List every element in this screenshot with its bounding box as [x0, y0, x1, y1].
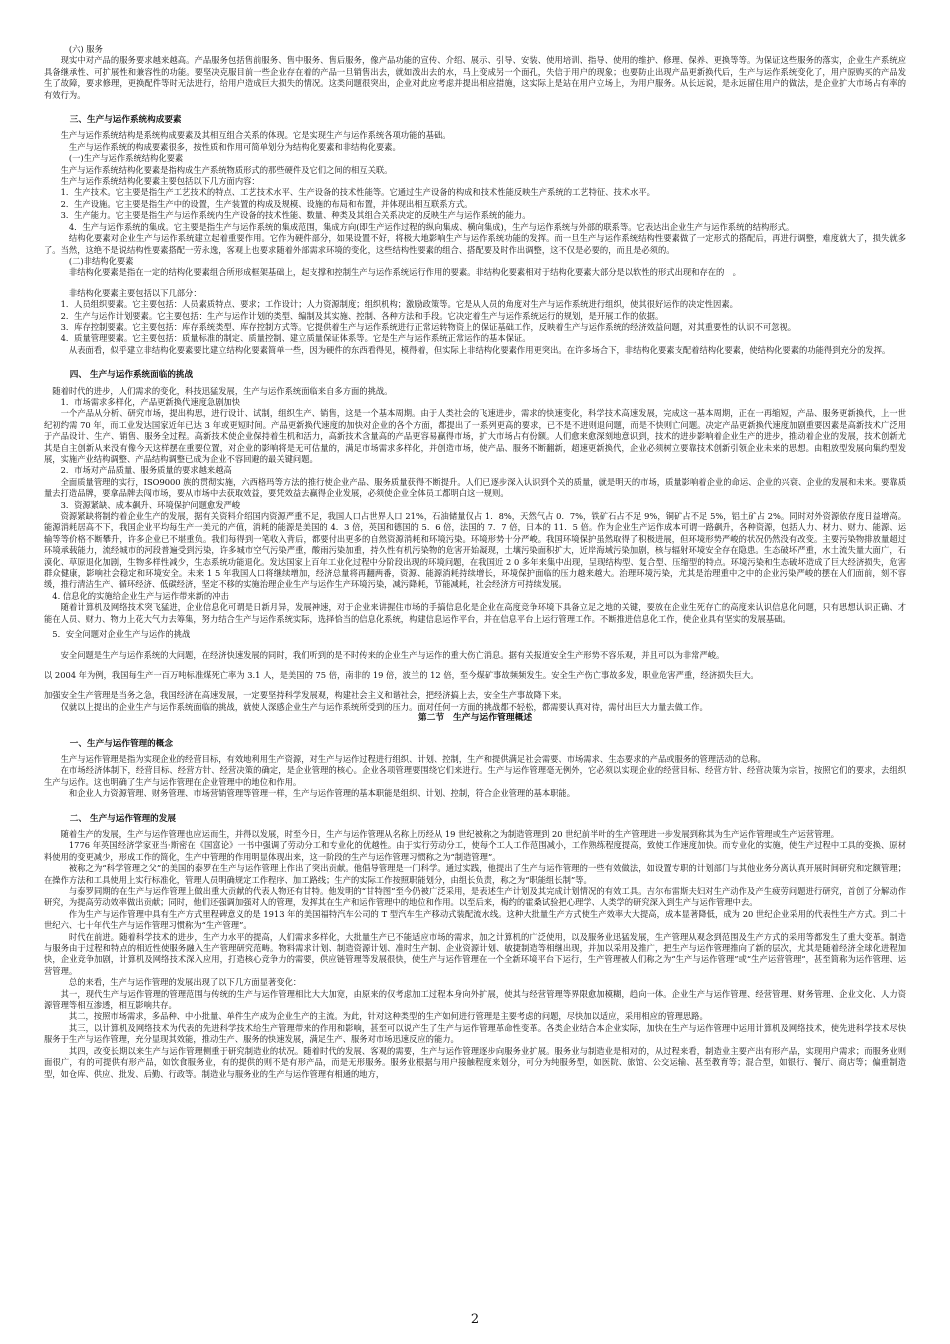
paragraph: 1．市场需求多样化，产品更新换代速度急剧加快	[60, 396, 241, 407]
paragraph: 随着生产的发展，生产与运作管理也应运而生，并得以发展，时至今日，生产与运作管理从名称上历经从 19 世纪被称之为制造管理到 20 世纪前半叶的生产管理进一步发展到称其为生产运作管理或生产运营管理。	[60, 828, 839, 839]
paragraph: 全面质量管理的实行，ISO9000 族的贯彻实施，六西格玛等方法的推行使企业产品、服务质量获得不断提升。人们已逐步深入认识到个关的质量，就是明天的市场，质量影响着企业的命运、企业的兴衰、企业的发展和未来。要靠质量去打造品牌，要拿品牌去闯市场，要从市场中去获取效益，要凭效益去赢得企业发展，必须使企业全体员工都明白这一规则。	[44, 476, 906, 499]
paragraph: 非结构化要素是指在一定的结构化要素组合所形成框架基础上，起支撑和控制生产与运作系统运行作用的要素。非结构化要素相对于结构化要素大部分是以软性的形式出现和存在的 。	[68, 267, 741, 278]
section-heading: 一、生产与运作管理的概念	[69, 738, 173, 749]
paragraph: 4．生产与运作系统的集成。它主要是指生产与运作系统的集成范围，集成方向(即生产运作过程的纵向集成、横向集成)，生产与运作系统与外部的联系等。它表达出企业生产与运作系统的结构形式。	[68, 221, 795, 232]
paragraph: 资源紧缺将制约着企业生产的发展，据有关资料介绍国内资源严重不足，我国人口占世界人口 21%，石油储量仅占 1．8%，天然气占 0．7%，铁矿石占不足 9%，铜矿占不足 5%，铝土矿占 2%。同时对外资源依存度日益增高。能源消耗居高不下，我国企业平均每生产一美元的产值，消耗的能源是美国的 4．3 倍，英国和德国的 5．6 倍，法国的 7．7 倍，日本的 11．5 倍。作为企业生产运作成本可谓一路飙升，各种资源，包括人力、材力、财力、能源、运输等等价格不断攀升，许多企业已不堪重负。我们每得到一笔收入背后，都要付出更多的自然资源消耗和环境污染。环境形势十分严峻。我国环境保护虽然取得了积极进展，但环境形势严峻的状况仍然没有改变。主要污染物排放量超过环境承载能力，流经城市的河段普遍受到污染，许多城市空气污染严重，酸雨污染加重，持久性有机污染物的危害开始凝现，土壤污染面积扩大，近岸海域污染加剧，核与辐射环境安全存在隐患。生态破坏严重，水土流失量大面广，石漠化、草原退化加剧，生物多样性减少，生态系统功能退化。发达国家上百年工业化过程中分阶段出现的环境问题，在我国近 2 0 多年来集中出现，呈现结构型、复合型、压缩型的特点。环境污染和生态破坏造成了巨大经济损失，危害群众健康，影响社会稳定和环境安全。未来 1 5 年我国人口将继续增加，经济总量将再翻两番，资源、能源消耗持续增长，环境保护面临的压力越来越大。治理环境污染，尤其是治理重中之中的企业污染严峻的摆在人们面前，刻不容缓，推行清洁生产、循环经济、低碳经济，坚定不移的实施治理企业生产与运作生产环境污染，减污降耗，节能减耗，社会经济方可持续发展。	[44, 511, 906, 590]
paragraph: 生产与运作系统结构是系统构成要素及其相互组合关系的体现。它是实现生产与运作系统各项功能的基础。	[60, 130, 451, 141]
paragraph: 其二，按照市场需求，多品种、中小批量、单件生产成为企业生产的主流。为此，针对这种类型的生产如何进行管理是主要考虑的问题，尽快加以适应，采用相应的管理思路。	[68, 1011, 708, 1022]
paragraph: 和企业人力资源管理、财务管理、市场营销管理等管理一样，生产与运作管理的基本职能是组织、计划、控制，符合企业管理的基本职能。	[68, 788, 576, 799]
paragraph: 2．生产设施。它主要是指生产中的设置，生产装置的构成及规模、设施的布局和布置，并体现出相互联系方式。	[60, 198, 473, 209]
paragraph: 现实中对产品的服务要求越来越高。产品服务包括售前服务、售中服务、售后服务，像产品功能的宣传、介绍、展示、引导、安装、使用培训、指导、使用的维护、修理、保养、更换等等。为保证这些服务的落实，企业生产系统应具备继承性、可扩展性和兼容性的功能。要坚决克服目前一些企业存在着的产品一旦销售出去，就如泼出去的水，马上变成另一个面孔，失信于用户的现象；也要防止出现产品更新换代后，生产与运作系统变化了，用户原购买的产品发生了故障，要求修理，更换配件等时无法进行，给用户造成巨大损失的情况。这类问题很突出，企业对此应考虑并提出相应措施，这实际上是站在用户立场上，为用户服务。从长远说，是永远留住用户的做法，是企业扩大市场占有率的有效行为。	[44, 55, 906, 100]
paragraph: (二)非结构化要素	[68, 255, 134, 266]
section-heading: 二、 生产与运作管理的发展	[69, 813, 176, 824]
section-heading: 四、 生产与运作系统面临的挑战	[69, 370, 194, 381]
section-heading: 三、生产与运作系统构成要素	[69, 115, 182, 126]
paragraph: 作为生产与运作管理中具有生产方式里程碑意义的是 1913 年的美国福特汽车公司的 T 型汽车生产移动式装配流水线。这种大批量生产方式使生产效率大大提高，成本显著降低，成为 20 世纪企业采用的代表性生产方式。到二十世纪六、七十年代生产与运作管理习惯称为“生产管理”。	[44, 908, 906, 931]
paragraph: 4. 信息化的实施给企业生产与运作带来新的冲击	[52, 590, 229, 601]
paragraph: 结构化要素对企业生产与运作系统建立起着重要作用。它作为硬件部分，如果设置不好，将极大地影响生产与运作系统功能的发挥。而一旦生产与运作系统结构性要素做了一定形式的搭配后，再进行调整，难度就大了，损失就多了。当然，这绝不是说结构性要素搭配一劳永逸，客观上也要求随着外部需求环境的变化，这些结构性要素的组合、搭配要及时作出调整，这不仅是必要的，而且是必须的。	[44, 233, 906, 255]
paragraph: 加强安全生产管理是当务之急，我国经济在高速发展，一定要坚持科学发展观，构建社会主义和谐社会，把经济搞上去，安全生产事故降下来。	[44, 690, 567, 701]
paragraph: 生产与运作管理是指为实现企业的经营目标，有效地利用生产资源，对生产与运作过程进行组织、计划、控制，生产和提供满足社会需要、市场需求、生态要求的产品或服务的管理活动的总称。	[60, 753, 766, 764]
paragraph: 3．库存控制要素。它主要包括：库存系统类型、库存控制方式等。它提供着生产与运作系统进行正常运转物资上的保证基础工作，反映着生产与运作系统的经济效益问题，对其重要性的认识不可忽视。	[60, 321, 797, 332]
paragraph: 5．安全问题对企业生产与运作的挑战	[52, 629, 191, 640]
paragraph: 1．生产技术。它主要是指生产工艺技术的特点、工艺技术水平、生产设备的技术性能等。它通过生产设备的构成和技术性能反映生产系统的工艺特征、技术水平。	[60, 187, 655, 198]
paragraph: 一个产品从分析、研究市场，提出构思，进行设计、试制，组织生产、销售，这是一个基本周期。由于人类社会的飞速进步，需求的快速变化，科学技术高速发展，完成这一基本周期，正在一再缩短，产品、服务更新换代，上一世纪初约需 70 年，而工业发达国家近年已达 3 年或更短时间。产品更新换代速度的加快对企业的各个方面，都提出了一系列更高的要求，已不是不进则退问题，而是不快则亡问题。决定产品更新换代速度加剧重要因素是高新技术广泛用于产品设计、生产、销售、服务全过程。高新技术使企业保持着生机和活力，高新技术含量高的产品更容易赢得市场，扩大市场占有份额。人们愈来愈深刻地意识到，技术的进步影响着企业生产的进步，推动着企业的发展，技术创新尤其是自主创新从来没有像今天这样摆在重要位置，对企业的影响将是无可估量的，满足市场需求多样化，并创造市场，使产品、服务不断翻新，超速更新换代，企业必须树立要靠技术创新引领企业未来的思想。由粗放型发展向集约型发展，实施产业结构调整、产品结构调整已成为企业不容回避的最关键问题。	[44, 408, 906, 464]
paragraph: 生产与运作系统的构成要素很多，按性质和作用可简单划分为结构化要素和非结构化要素。	[68, 141, 401, 152]
paragraph: 其一，现代生产与运作管理的管理范围与传统的生产与运作管理相比大大加宽，由原来的仅考虑加工过程本身向外扩展，使其与经营管理等界限愈加模糊，趋向一体。企业生产与运作管理、经营管理、财务管理、企业文化、人力资源管理等相互渗透，相互影响共存。	[44, 988, 906, 1011]
paragraph: (一)生产与运作系统结构化要素	[68, 153, 184, 164]
paragraph: 3．资源紧缺、成本飙升、环境保护问题愈发严峻	[60, 499, 241, 510]
page-number: 2	[470, 1312, 480, 1327]
paragraph: 3．生产能力。它主要是指生产与运作系统内生产设备的技术性能、数量、种类及其组合关系决定的反映生产与运作系统的能力。	[60, 210, 531, 221]
paragraph: 其三，以计算机及网络技术为代表的先进科学技术给生产管理带来的作用和影响，甚至可以说产生了生产与运作管理革命性变革。各类企业结合本企业实际，加快在生产与运作管理中运用计算机及网络技术，使先进科学技术尽快服务于生产与运作管理，充分显现其效能，推动生产、服务的快速发展，满足生产、服务对市场迅速反应的能力。	[44, 1022, 906, 1045]
paragraph: 2．生产与运作计划要素。它主要包括：生产与运作计划的类型、编制及其实施、控制、各种方法和手段。它决定着生产与运作系统运行的规划，是开展工作的依据。	[60, 310, 664, 321]
paragraph: 随着计算机及网络技术突飞猛进，企业信息化可谓是日新月异，发展神速，对于企业来讲握住市场的手搞信息化是企业在高度竞争环境下具备立足之地的关键，要放在企业生死存亡的高度来认识信息化问题，只有思想认识正确、才能在人员、财力、物力上花大气力去筹集，努力结合生产与运作系统实际，选择恰当的信息化系统，构建信息运作平台，并在信息平台上运行管理工作。不断推进信息化工作，使企业具有坚实的发展基础。	[44, 602, 906, 624]
paragraph: 以 2004 年为例，我国每生产一百万吨标准煤死亡率为 3.1 人，是美国的 75 倍，南非的 19 倍，波兰的 12 倍，至今煤矿事故频频发生。安全生产伤亡事故多发，职业危害严重，经济损失巨大。	[44, 669, 759, 680]
paragraph: 时代在前进。随着科学技术的进步，生产力水平的提高，人们需求多样化，大批量生产已不能适应市场的需求，加之计算机的广泛使用，以及服务业迅猛发展，生产管理从观念到范围及生产方式的采用等都发生了重大变革。制造与服务由于过程和特点的相近性使服务融入生产管理研究范畴。物料需求计划、制造资源计划、准时生产制、企业资源计划、敏捷制造等相继出现，并加以采用及推广，把生产与运作管理推向了新的层次，尤其是随着经济全球化进程加快，企业竞争加剧，计算机及网络技术深入应用，打造核心竞争力的需要，供应链管理等发展很快，使生产与运作管理在一个全新环境平台下运行，生产管理被人们称之为“生产与运作管理”或“生产运营管理”，甚至简称为运作管理、运营管理。	[44, 931, 906, 976]
paragraph: 4．质量管理要素。它主要包括：质量标准的制定、质量控制、建立质量保证体系等。它是生产与运作系统正常运作的基本保证。	[60, 333, 531, 344]
paragraph: 被称之为“科学管理之父”的美国的泰罗在生产与运作管理上作出了突出贡献。他倡导管理是一门科学。通过实践，他提出了生产与运作管理的一些有效做法，如设置专职的计划部门与其他业务分离认真开展时间研究和定额管理；在操作方法和工具使用上实行标准化，管理人员明确规定工作程序、加工路线；生产的实际工作按照职能划分，由组长负责，称之为“职能组长制”等。	[44, 863, 906, 885]
paragraph: 安全问题是生产与运作系统的大问题，在经济快速发展的同时，我们听到的是不时传来的企业生产与运作的重大伤亡消息。据有关报道安全生产形势不容乐观，并且可以为非常严峻。	[60, 649, 725, 660]
paragraph: 仅就以上提出的企业生产与运作系统面临的挑战，就使人深感企业生产与运作系统所受到的压力。面对任何一方面的挑战都不轻松，都需要认真对待，需付出巨大力量去做工作。	[60, 701, 708, 712]
paragraph: 1776 年英国经济学家亚当·斯密在《国富论》一书中强调了劳动分工和专业化的优越性。由于实行劳动分工，使每个工人工作范围减小，工作熟练程度提高，致使工作速度加快。而专业化的实施，使生产过程中工具的变换、原材料使用的变更减少，形成工作的简化，生产中管理的作用明显体现出来，这一阶段的生产与运作管理习惯称之为“制造管理”。	[44, 840, 906, 862]
paragraph: 2．市场对产品质量、服务质量的要求越来越高	[60, 465, 232, 476]
paragraph: 在市场经济体制下，经营目标、经营方针、经营决策的确定，是企业管理的核心。企业各项管理要围绕它们来进行。生产与运作管理毫无例外，它必须以实现企业的经营目标、经营方针、经营决策为宗旨，按照它们的要求，去组织生产与运作。这也明确了生产与运作管理在企业管理中的地位和作用。	[44, 765, 906, 787]
paragraph: 非结构化要素主要包括以下几部分：	[68, 287, 202, 298]
paragraph: 总的来看，生产与运作管理的发展出现了以下几方面显著变化：	[68, 977, 302, 988]
paragraph: 随着时代的进步，人们需求的变化，科技迅猛发展，生产与运作系统面临来自多方面的挑战。	[52, 385, 393, 396]
paragraph: 从表面看，似乎建立非结构化要素要比建立结构化要素简单一些，因为硬件的东西看得见，模得着，但实际上非结构化要素作用更突出。在许多场合下，非结构化要素支配着结构化要素，使结构化要素的功能得到充分的发挥。	[68, 344, 891, 355]
paragraph: (六) 服务	[68, 44, 103, 54]
chapter-title: 第二节 生产与运作管理概述	[417, 713, 533, 724]
paragraph: 其四，改变长期以来生产与运作管理侧重于研究制造业的状况。随着时代的发展、客观的需要，生产与运作管理逐步向服务业扩展。服务业与制造业是相对的，从过程来看，制造业主要产出有形产品，实现用户需求；而服务业则面很广，有的可提供有形产品，如饮食服务业，有的提供的则不是有形产品，而是无形服务。服务业根据与用户接触程度来划分，可分为纯服务型，如医院、旅馆、公交运输、甚至教育等；混合型，如银行、餐厅、商店等；偏重制造型，如仓库、供应、批发、后勤、行政等。制造业与服务业的生产与运作管理有相通的地方，	[44, 1045, 906, 1079]
paragraph: 1．人员组织要素。它主要包括：人员素质特点、要求；工作设计；人力资源制度；组织机构；激励政策等。它是从人员的角度对生产与运作系统进行组织，使其很好运作的决定性因素。	[60, 299, 738, 310]
document-body	[44, 44, 906, 1080]
paragraph: 生产与运作系统结构化要素主要包括以下几方面内容：	[60, 176, 260, 187]
paragraph: 与泰罗同期的在生产与运作管理上做出重大贡献的代表人物还有甘特。他发明的“甘特图”至今仍被广泛采用，是表述生产计划及其完成计划情况的有效工具。吉尔布雷斯夫妇对生产动作及产生疲劳问题进行研究，首创了分解动作研究，为提高劳动效率做出贡献；同时，他们还强调加强对人的管理，发挥其在生产和运作管理中的地位和作用。以至后来，梅约的霍桑试验把心理学、人类学的研究深入到生产与运作管理中去。	[44, 886, 906, 908]
paragraph: 生产与运作系统结构化要素是指构成生产系统物质形式的那些硬件及它们之间的相互关联。	[60, 164, 393, 175]
